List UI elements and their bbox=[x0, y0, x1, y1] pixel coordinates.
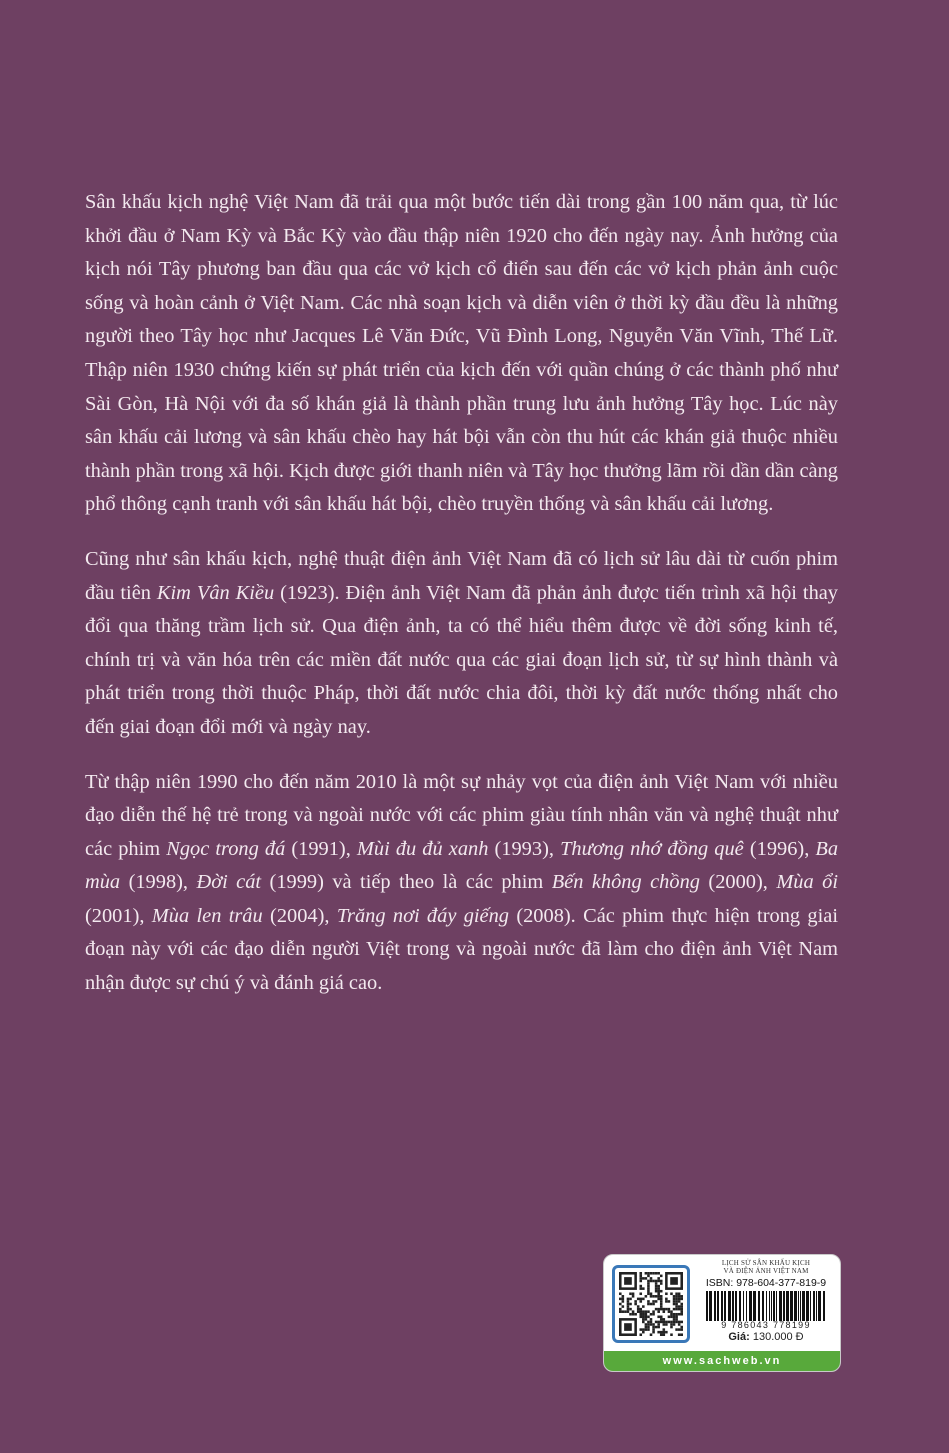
film-title: Mùa len trâu bbox=[151, 904, 263, 927]
text-run: (2001), bbox=[85, 904, 152, 927]
film-title: Kim Vân Kiều bbox=[156, 581, 275, 604]
text-run: Cũng như sân khấu kịch, nghệ thuật điện ảnh Việt Nam đã có lịch sử lâu dài từ cuốn phim đầu tiên bbox=[85, 547, 838, 604]
price bbox=[696, 1331, 836, 1343]
text-run: (1996), bbox=[743, 837, 816, 860]
sticker-title-line-2: VÀ ĐIỆN ẢNH VIỆT NAM bbox=[723, 1267, 809, 1275]
text-run: (2000), bbox=[699, 871, 777, 894]
film-title: Ba mùa bbox=[85, 837, 839, 894]
barcode-icon bbox=[700, 1291, 832, 1321]
text-run: (1993), bbox=[488, 837, 561, 860]
price-sticker bbox=[603, 1254, 841, 1372]
price-label: Giá: bbox=[728, 1331, 750, 1343]
paragraph-3 bbox=[85, 766, 838, 1001]
text-run: Từ thập niên 1990 cho đến năm 2010 là một sự nhảy vọt của điện ảnh Việt Nam với nhiều đạo diễn thế hệ trẻ trong và ngoài nước với các phim giàu tính nhân văn và nghệ thuật như các phim bbox=[85, 770, 838, 860]
text-run: (1923). Điện ảnh Việt Nam đã phản ảnh được tiến trình xã hội thay đổi qua thăng trầm lịch sử. Qua điện ảnh, ta có thể hiểu thêm được về đời sống kinh tế, chính trị và văn hóa trên các miền đất nước qua các giai đoạn lịch sử, từ sự hình thành và phát triển trong thời thuộc Pháp, thời đất nước chia đôi, thời kỳ đất nước thống nhất cho đến giai đoạn đổi mới và ngày nay. bbox=[85, 581, 839, 738]
sticker-info bbox=[696, 1259, 836, 1343]
film-title: Trăng nơi đáy giếng bbox=[336, 904, 509, 927]
back-cover-text bbox=[85, 186, 838, 1022]
price-value: 130.000 Đ bbox=[749, 1331, 804, 1343]
sticker-book-title bbox=[696, 1259, 836, 1275]
qr-code-icon bbox=[619, 1272, 683, 1336]
qr-code-frame bbox=[612, 1265, 690, 1343]
text-run: (1999) và tiếp theo là các phim bbox=[261, 871, 552, 894]
paragraph-1 bbox=[85, 186, 838, 522]
film-title: Bến không chồng bbox=[551, 871, 700, 894]
film-title: Đời cát bbox=[196, 871, 262, 894]
sticker-title-line-1: LỊCH SỬ SÂN KHẤU KỊCH bbox=[721, 1259, 811, 1267]
text-run: (2004), bbox=[262, 904, 337, 927]
website-link[interactable]: www.sachweb.vn bbox=[604, 1351, 840, 1371]
isbn: ISBN: 978-604-377-819-9 bbox=[705, 1277, 827, 1289]
film-title: Mùi đu đủ xanh bbox=[356, 837, 489, 860]
paragraph-2 bbox=[85, 543, 838, 745]
film-title: Mùa ổi bbox=[776, 871, 838, 894]
text-run: Sân khấu kịch nghệ Việt Nam đã trải qua một bước tiến dài trong gần 100 năm qua, từ lúc khởi đầu ở Nam Kỳ và Bắc Kỳ vào đầu thập niên 1920 cho đến ngày nay. Ảnh hưởng của kịch nói Tây phương ban đầu qua các vở kịch cổ điển sau đến các vở kịch phản ảnh cuộc sống và hoàn cảnh ở Việt Nam. Các nhà soạn kịch và diễn viên ở thời kỳ đầu đều là những người theo Tây học như Jacques Lê Văn Đức, Vũ Đình Long, Nguyễn Văn Vĩnh, Thế Lữ. Thập niên 1930 chứng kiến sự phát triển của kịch đến với quần chúng ở các thành phố như Sài Gòn, Hà Nội với đa số khán giả là thành phần trung lưu ảnh hưởng Tây học. Lúc này sân khấu cải lương và sân khấu chèo hay hát bội vẫn còn thu hút các khán giả thuộc nhiều thành phần trong xã hội. Kịch được giới thanh niên và Tây học thưởng lãm rồi dần dần càng phổ thông cạnh tranh với sân khấu hát bội, chèo truyền thống và sân khấu cải lương. bbox=[85, 191, 838, 516]
text-run: (2008). Các phim thực hiện trong giai đoạn này với các đạo diễn người Việt trong và ngoài nước đã làm cho điện ảnh Việt Nam nhận được sự chú ý và đánh giá cao. bbox=[85, 904, 838, 995]
film-title: Ngọc trong đá bbox=[166, 837, 286, 860]
text-run: (1998), bbox=[120, 871, 197, 894]
barcode-digits: 9 786043 778199 bbox=[721, 1320, 811, 1330]
film-title: Thương nhớ đồng quê bbox=[560, 837, 744, 860]
text-run: (1991), bbox=[285, 837, 357, 860]
